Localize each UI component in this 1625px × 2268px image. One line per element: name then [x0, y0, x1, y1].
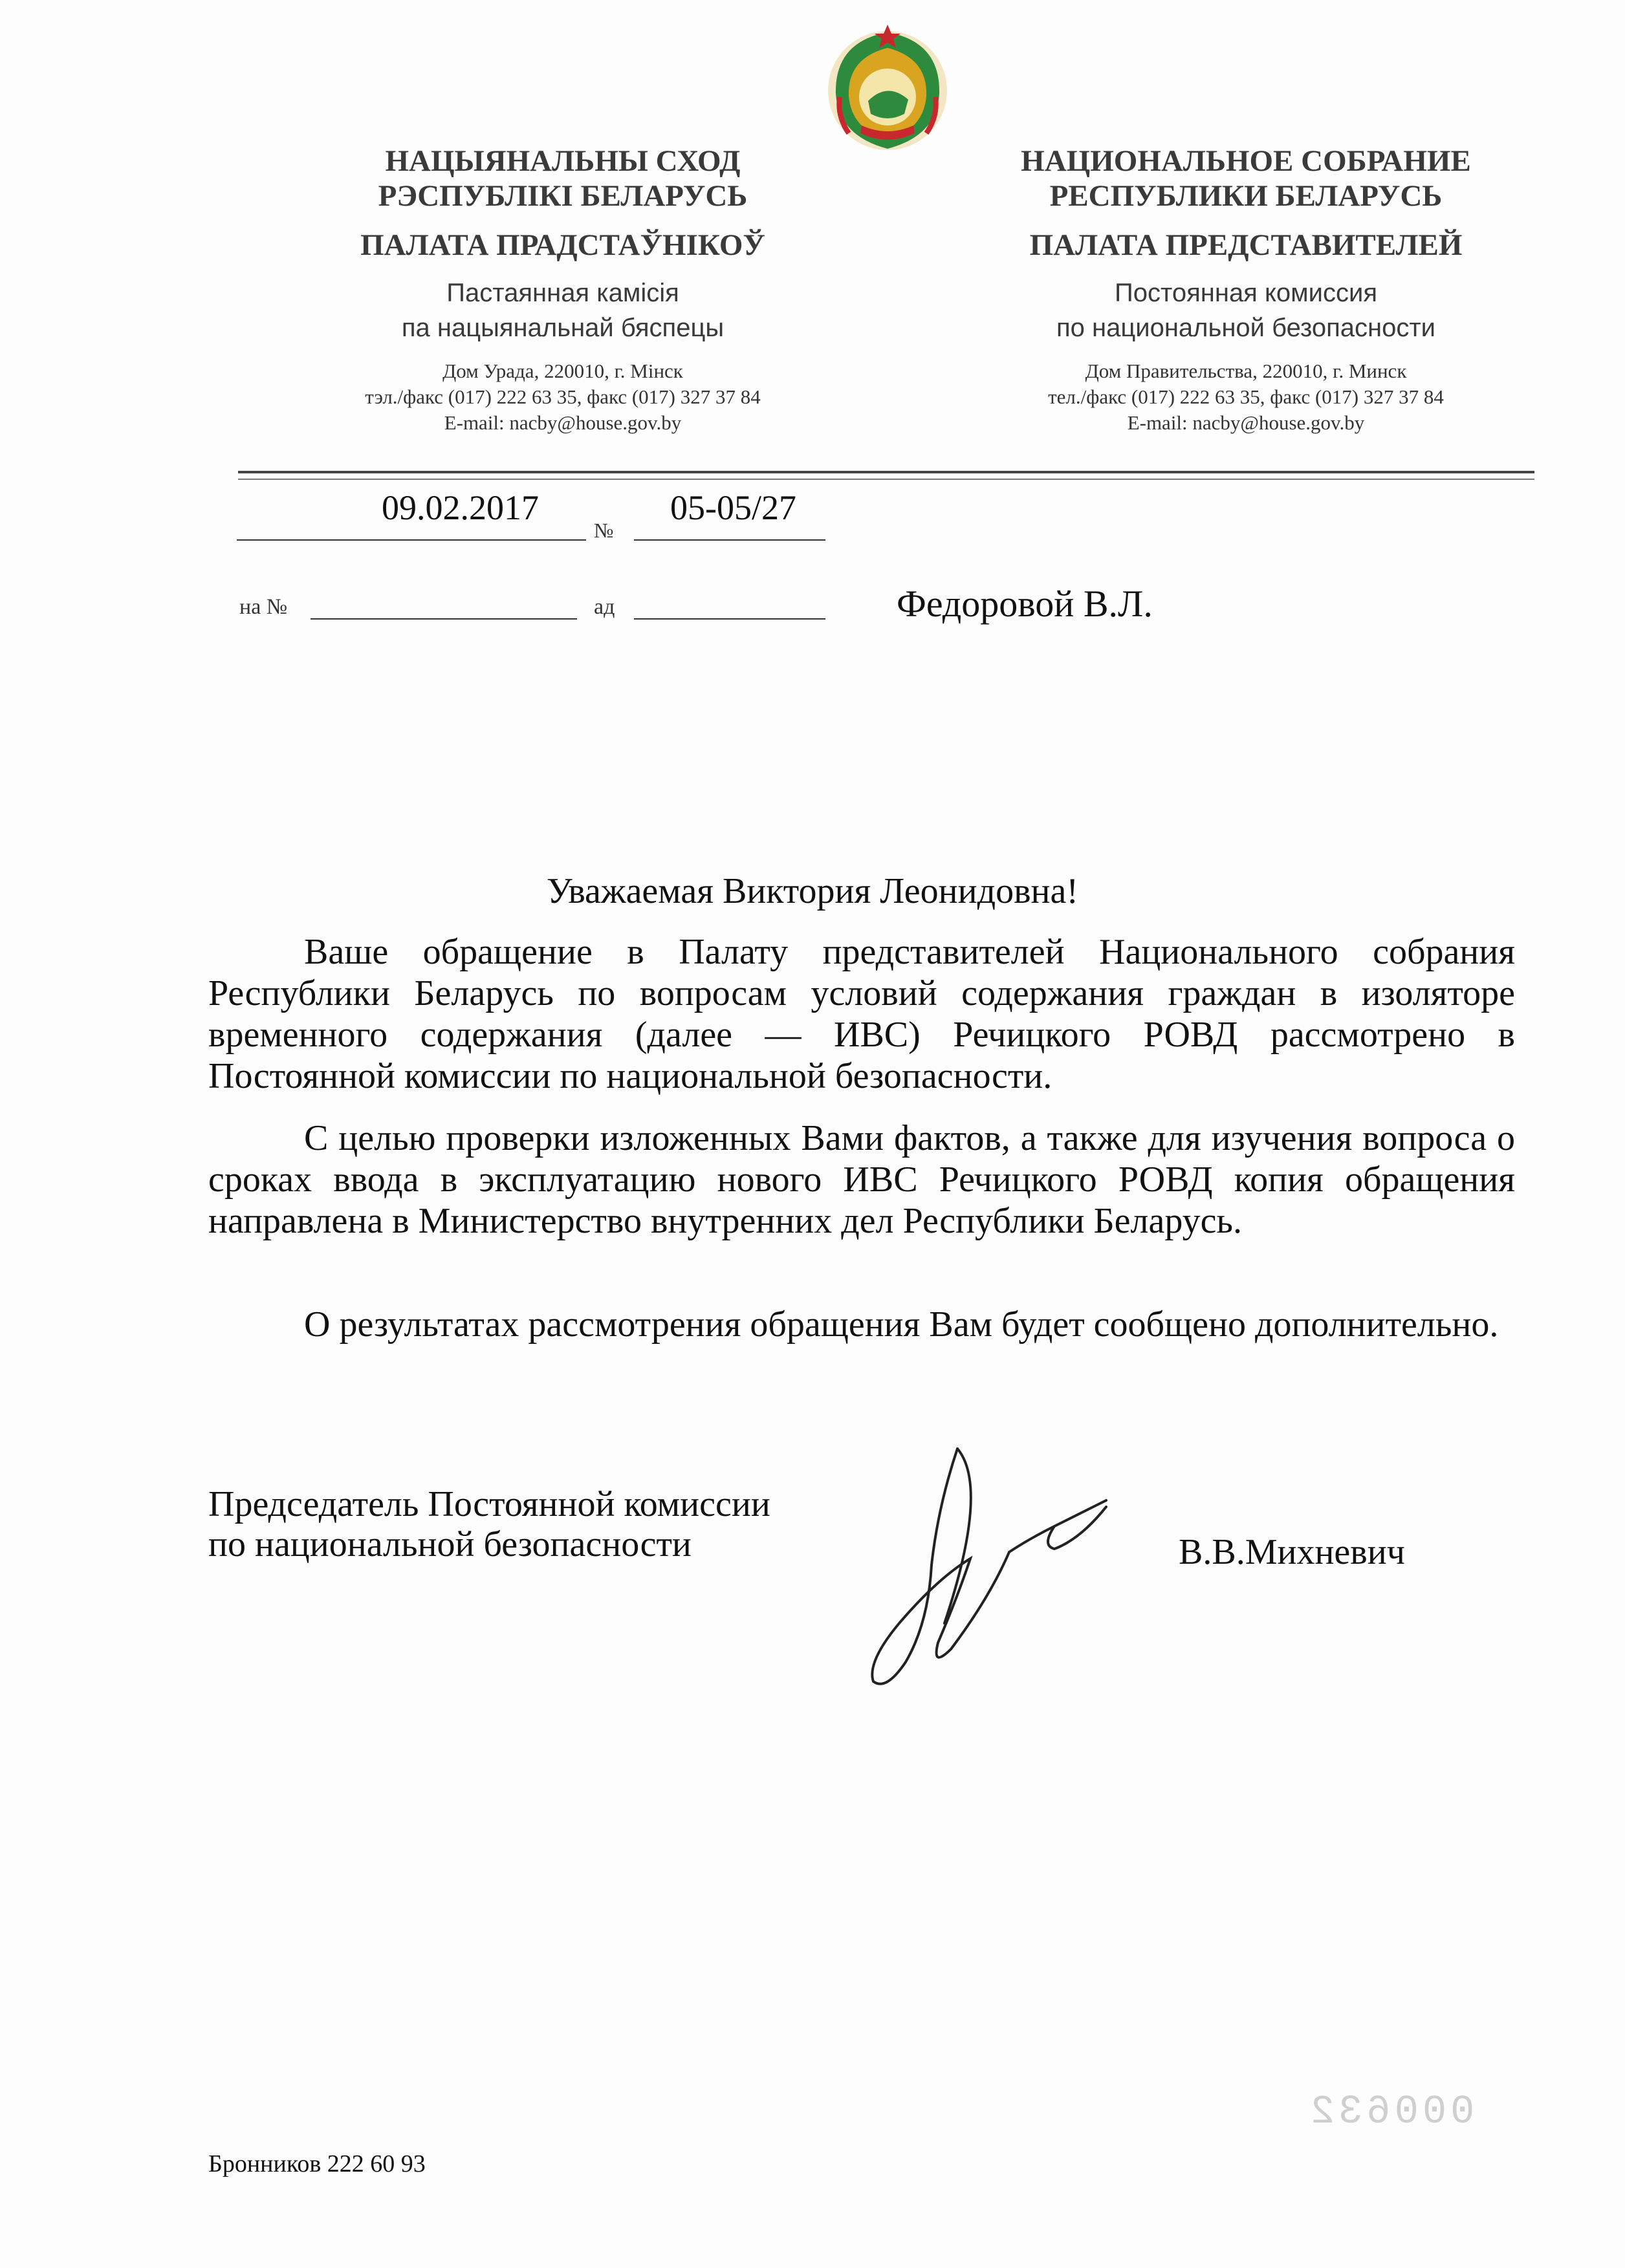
commission-line1-be: Пастаянная камісія — [446, 279, 679, 307]
incoming-date-underline — [634, 618, 825, 620]
body-paragraph-1 — [208, 931, 1515, 1097]
incoming-number-label: на № — [239, 595, 288, 619]
assembly-name-be: НАЦЫЯНАЛЬНЫ СХОД — [385, 144, 741, 178]
signatory-title-line2: по национальной безопасности — [208, 1524, 692, 1564]
coat-of-arms-icon — [823, 19, 952, 155]
number-label: № — [594, 519, 614, 542]
salutation: Уважаемая Виктория Леонидовна! — [546, 871, 1078, 911]
phone-be: тэл./факс (017) 222 63 35, факс (017) 327 37 84 — [365, 385, 761, 408]
email-ru: E-mail: nacby@house.gov.by — [1127, 411, 1365, 434]
incoming-date-label: ад — [594, 595, 615, 619]
header-belarusian — [239, 144, 886, 436]
phone-ru: тел./факс (017) 222 63 35, факс (017) 327 37 84 — [1048, 385, 1444, 408]
body-paragraph-2-text: С целью проверки изложенных Вами фактов, а также для изучения вопроса о сроках ввода в эксплуатацию нового ИВС Речицкого РОВД копия обращения направлена в Министерство внутренних дел Республики Беларусь. — [208, 1118, 1515, 1241]
letter-number: 05-05/27 — [670, 488, 796, 527]
body-paragraph-2 — [208, 1118, 1515, 1242]
body-paragraph-3-text: О результатах рассмотрения обращения Вам будет сообщено дополнительно. — [304, 1304, 1499, 1345]
republic-name-be: РЭСПУБЛІКІ БЕЛАРУСЬ — [378, 179, 748, 213]
header-divider-thin — [238, 479, 1534, 480]
number-underline — [634, 539, 825, 541]
signatory-name: В.В.Михневич — [1179, 1532, 1405, 1572]
address-ru: Дом Правительства, 220010, г. Минск — [1085, 360, 1407, 382]
commission-line1-ru: Постоянная комиссия — [1114, 279, 1377, 307]
body-paragraph-3 — [208, 1304, 1515, 1345]
body-paragraph-1-text: Ваше обращение в Палату представителей Национального собрания Республики Беларусь по вопросам условий содержания граждан в изоляторе временного содержания (далее — ИВС) Речицкого РОВД рассмотрено в Постоянной комиссии по национальной безопасности. — [208, 932, 1515, 1096]
letter-date: 09.02.2017 — [382, 488, 539, 527]
signatory-title-line1: Председатель Постоянной комиссии — [208, 1484, 770, 1524]
executor-contact: Бронников 222 60 93 — [208, 2150, 426, 2177]
header-russian — [922, 144, 1569, 436]
handwritten-signature — [860, 1429, 1145, 1701]
email-be: E-mail: nacby@house.gov.by — [444, 411, 682, 434]
commission-line2-ru: по национальной безопасности — [1056, 314, 1436, 342]
chamber-name-be: ПАЛАТА ПРАДСТАЎНІКОЎ — [360, 228, 765, 262]
commission-line2-be: па нацыянальнай бяспецы — [401, 314, 725, 342]
recipient-name: Федоровой В.Л. — [897, 583, 1153, 625]
address-be: Дом Урада, 220010, г. Мінск — [442, 360, 683, 382]
incoming-number-underline — [311, 618, 577, 620]
date-underline — [237, 539, 586, 541]
reverse-side-stamp-number: 000632 — [1307, 2089, 1475, 2135]
republic-name-ru: РЕСПУБЛИКИ БЕЛАРУСЬ — [1049, 179, 1443, 213]
header-divider-thick — [238, 471, 1534, 473]
chamber-name-ru: ПАЛАТА ПРЕДСТАВИТЕЛЕЙ — [1029, 228, 1463, 262]
assembly-name-ru: НАЦИОНАЛЬНОЕ СОБРАНИЕ — [1021, 144, 1471, 178]
